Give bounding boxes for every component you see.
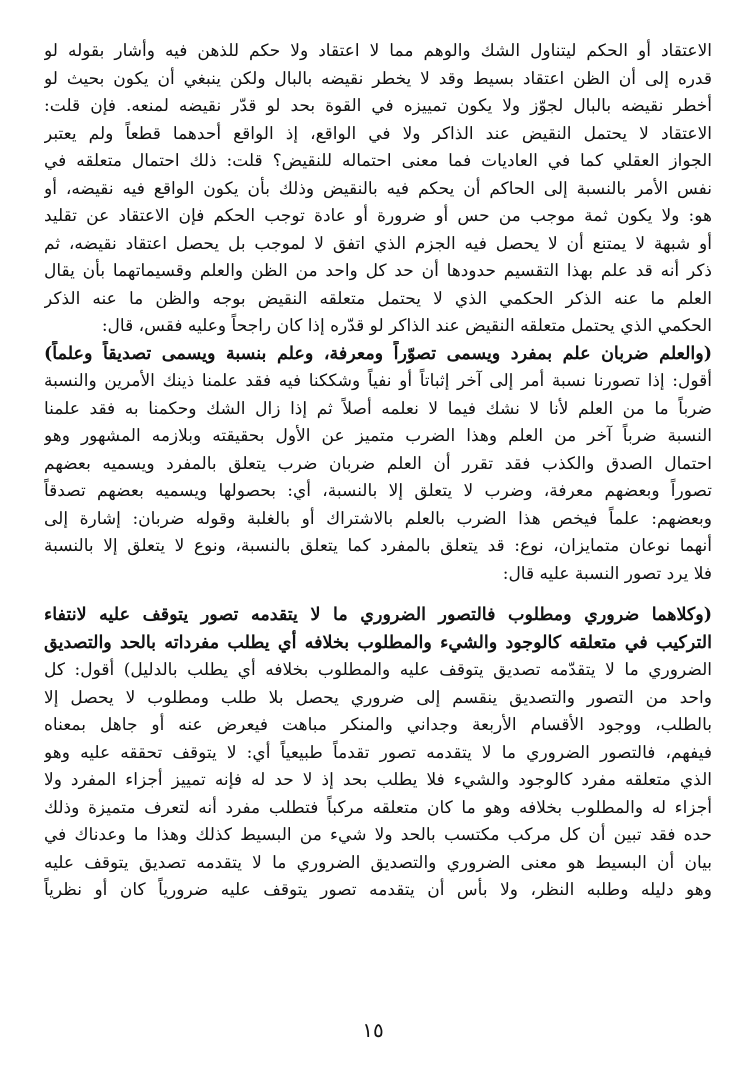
text-line: أجزاء له والمطلوب بخلافه وهو ما كان متعلقه مركباً فتطلب مفرد أنه لتعرف متميزة وذلك (44, 797, 712, 818)
text-line: الحكمي الذي يحتمل متعلقه النقيض عند الذاكر لو قدّره إذا كان راجحاً وعليه فقس، قال: (101, 316, 712, 336)
text-line: النسبة ضرباً آخر من العلم وهذا الضرب متميز عن الأول بحقيقته وبلازمه المشهور وهو (44, 426, 712, 446)
text-line: أنهما نوعان متمايزان، نوع: قد يتعلق بالمفرد كما يتعلق بالنسبة، ونوع لا يتعلق إلا بالنسبة (44, 536, 712, 556)
text-line: فلا يرد تصور النسبة عليه قال: (502, 563, 712, 584)
text-line: ضرباً ما من العلم لأنا لا نشك فيما لا نعلمه أصلاً ثم إذا زال الشك وحكمنا به فقد علمنا (44, 398, 712, 419)
text-line: واحد من التصور والتصديق ينقسم إلى ضروري يحصل بلا طلب ومطلوب لا يحصل إلا (44, 687, 712, 708)
text-line: ذكر أنه قد علم بهذا التقسيم حدودها أن حد كل واحد من الظن والعلم وقسيماتهما بأن يقال (44, 261, 712, 281)
text-line: الاعتقاد أو الحكم ليتناول الشك والوهم مما لا اعتقاد ولا حكم للذهن فيه وأشار بقوله لو (44, 41, 712, 61)
text-line: وهو دليله وطلبه النظر، ولا بأس أن يتقدمه تصور يتوقف عليه ضرورياً كان أو نظرياً (44, 880, 712, 900)
paragraph-1 (44, 38, 712, 341)
matn-line: (وكلاهما ضروري ومطلوب فالتصور الضروري ما لا يتقدمه تصور يتوقف عليه لانتفاء (44, 605, 712, 625)
text-line: فيفهم، فالتصور الضروري ما لا يتقدمه تصور تقدماً طبيعياً أي: لا يتوقف تحققه عليه وهو (44, 742, 712, 763)
commentary-2 (44, 657, 712, 905)
document-page (44, 38, 712, 905)
quoted-matn-1 (44, 341, 712, 369)
paragraph-gap (44, 588, 712, 602)
matn-line: (والعلم ضربان علم بمفرد ويسمى تصوّراً ومعرفة، وعلم بنسبة ويسمى تصديقاً وعلماً) (44, 343, 712, 364)
text-line: نفس الأمر بالنسبة إلى الحاكم أن يحكم فيه بالنقيض وذلك بأن يكون الواقع فيه نقيضه، أو (44, 178, 712, 199)
text-line: الاعتقاد لا يحتمل النقيض عند الذاكر ولا في الواقع، إذ الواقع أحدهما قطعاً ولم يعتبر (44, 123, 712, 144)
text-line: قدره إلى أن الظن اعتقاد بسيط وقد لا يخطر نقيضه بالبال ولكن ينبغي أن يكون بحيث لو (44, 68, 712, 89)
commentary-1 (44, 368, 712, 588)
text-line: الجواز العقلي كما في العاديات فما معنى احتماله للنقيض؟ قلت: ذلك احتمال متعلقه في (44, 151, 712, 171)
text-line: بيان أن البسيط هو معنى الضروري والتصديق الضروري ما لا يتقدمه تصديق يتوقف عليه (44, 852, 712, 873)
text-line: تصوراً وبعضهم معرفة، وضرب لا يتعلق إلا بالنسبة، أي: بحصولها ويسميه بعضهم تصدقاً (44, 481, 712, 501)
text-line: بالطلب، ووجود الأقسام الأربعة وجداني والمنكر مباهت فيعرض عنه أو جاهل بمعناه (44, 715, 712, 735)
text-line: أقول: إذا تصورنا نسبة أمر إلى آخر إثباتاً أو نفياً وشككنا فيه فقد علمنا ذينك الأمرين والنسبة (44, 371, 712, 391)
text-line: حده فقد تبين أن كل مركب مكتسب بالحد ولا شيء من البسيط كذلك وهذا ما وعدناك في (44, 825, 712, 845)
text-line: احتمال الصدق والكذب فقد تقرر أن العلم ضربان ضرب يتعلق بالمفرد ويسميه بعضهم (44, 453, 712, 474)
text-line: الذي متعلقه مفرد كالوجود والشيء فلا يطلب بحد إذ لا حد له فإنه تمييز أجزاء المفرد ولا (44, 770, 712, 790)
page-number: ١٥ (362, 1018, 384, 1042)
quoted-matn-2 (44, 602, 712, 657)
matn-line: التركيب في متعلقه كالوجود والشيء والمطلوب بخلافه أي يطلب مفرداته بالحد والتصديق (44, 632, 712, 653)
text-line: الضروري ما لا يتقدّمه تصديق يتوقف عليه والمطلوب بخلافه أي يطلب بالدليل) أقول: كل (44, 660, 712, 680)
text-line: أو شبهة لا يمتنع أن لا يحصل فيه الجزم الذي اتفق لا لموجب بل يحصل اعتقاد نقيضه، ثم (44, 233, 712, 254)
text-line: وبعضهم: علماً فيخص هذا الضرب بالعلم بالاشتراك أو بالغلبة وقوله ضربان: إشارة إلى (44, 508, 712, 529)
text-line: أخطر نقيضه بالبال لجوّز ولا يكون تمييزه في القوة بحد لو قدّر نقيضه لمنعه. فإن قلت: (44, 96, 712, 116)
text-line: العلم ما عنه الذكر الحكمي الذي لا يحتمل متعلقه النقيض بوجه والظن ما عنه الذكر (44, 288, 712, 309)
text-line: هو: ولا يكون ثمة موجب من حس أو ضرورة أو عادة توجب الحكم فإن الاعتقاد عن تقليد (44, 206, 712, 226)
